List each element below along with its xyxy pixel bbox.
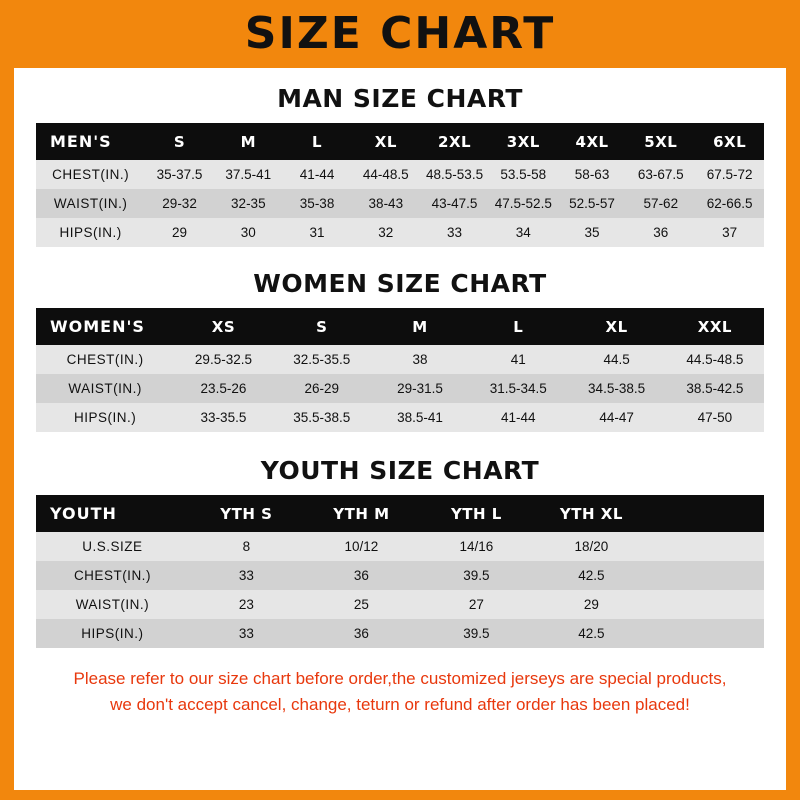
table-cell: 32.5-35.5 xyxy=(293,352,351,367)
table-cell: 32-35 xyxy=(231,196,266,211)
column-header: YTH M xyxy=(333,504,390,523)
table-cell: 23 xyxy=(238,597,254,612)
table-header-row xyxy=(36,495,764,532)
row-label: WAIST(IN.) xyxy=(68,381,142,396)
table-cell: 44-47 xyxy=(599,410,634,425)
table-cell: 63-67.5 xyxy=(637,167,684,182)
row-label: WAIST(IN.) xyxy=(75,597,150,612)
table-cell: 29 xyxy=(172,225,188,240)
table-cell: 53.5-58 xyxy=(500,167,547,182)
section-youth xyxy=(36,456,764,648)
table-header-row xyxy=(36,123,764,160)
page-title: SIZE CHART xyxy=(244,8,556,59)
table-cell: 37 xyxy=(722,225,738,240)
table-cell: 62-66.5 xyxy=(706,196,753,211)
men-size-table xyxy=(36,123,764,247)
table-cell: 29.5-32.5 xyxy=(194,352,252,367)
table-cell: 10/12 xyxy=(344,539,379,554)
table-cell: 38.5-41 xyxy=(397,410,443,425)
table-row xyxy=(36,590,764,619)
section-title-women: WOMEN SIZE CHART xyxy=(253,269,547,298)
table-row xyxy=(36,561,764,590)
table-cell: 58-63 xyxy=(574,167,610,182)
column-header: XL xyxy=(374,132,397,151)
table-cell: 36 xyxy=(353,568,369,583)
table-cell: 30 xyxy=(240,225,256,240)
table-cell: 29-31.5 xyxy=(397,381,443,396)
table-cell: 29 xyxy=(583,597,599,612)
table-cell: 33 xyxy=(238,568,254,583)
column-header: YTH S xyxy=(220,504,273,523)
content xyxy=(14,84,786,717)
table-row xyxy=(36,403,764,432)
table-row xyxy=(36,218,764,247)
table-cell: 26-29 xyxy=(304,381,339,396)
footer-note xyxy=(52,666,748,717)
header-band xyxy=(0,0,800,68)
row-label: U.S.SIZE xyxy=(82,539,143,554)
table-cell: 44.5 xyxy=(603,352,630,367)
table-cell: 39.5 xyxy=(463,568,490,583)
table-cell: 42.5 xyxy=(578,626,605,641)
table-cell: 31.5-34.5 xyxy=(489,381,547,396)
table-cell: 36 xyxy=(353,626,369,641)
table-cell: 57-62 xyxy=(643,196,679,211)
women-size-table xyxy=(36,308,764,432)
table-row xyxy=(36,345,764,374)
row-label: HIPS(IN.) xyxy=(81,626,144,641)
table-cell: 48.5-53.5 xyxy=(426,167,484,182)
table-cell: 47-50 xyxy=(697,410,733,425)
footer-line-2: we don't accept cancel, change, teturn or refund after order has been placed! xyxy=(110,694,690,714)
bottom-accent-band xyxy=(0,790,800,800)
table-cell xyxy=(649,532,764,561)
table-cell: 43-47.5 xyxy=(431,196,478,211)
table-cell: 33-35.5 xyxy=(200,410,247,425)
column-header: S xyxy=(173,132,186,151)
table-cell: 36 xyxy=(653,225,669,240)
section-title-youth: YOUTH SIZE CHART xyxy=(260,456,540,485)
table-cell: 14/16 xyxy=(459,539,494,554)
table-cell: 47.5-52.5 xyxy=(494,196,552,211)
row-label: CHEST(IN.) xyxy=(73,568,151,583)
table-cell: 38 xyxy=(412,352,428,367)
column-header: XS xyxy=(211,317,236,336)
column-header: 4XL xyxy=(575,132,609,151)
table-row xyxy=(36,374,764,403)
column-header: WOMEN'S xyxy=(50,317,145,336)
table-cell: 44.5-48.5 xyxy=(686,352,744,367)
table-cell: 25 xyxy=(353,597,369,612)
column-header: 5XL xyxy=(644,132,678,151)
row-label: WAIST(IN.) xyxy=(53,196,128,211)
table-cell: 44-48.5 xyxy=(362,167,409,182)
table-cell: 41-44 xyxy=(299,167,335,182)
table-cell: 38-43 xyxy=(368,196,404,211)
column-header: XXL xyxy=(697,317,732,336)
table-cell: 29-32 xyxy=(162,196,197,211)
table-header-row xyxy=(36,308,764,345)
column-header: YTH XL xyxy=(559,504,623,523)
table-cell: 41-44 xyxy=(501,410,536,425)
table-cell: 35.5-38.5 xyxy=(293,410,351,425)
row-label: HIPS(IN.) xyxy=(59,225,122,240)
column-header: 2XL xyxy=(438,132,472,151)
table-cell xyxy=(649,561,764,590)
table-cell: 39.5 xyxy=(463,626,490,641)
table-row xyxy=(36,532,764,561)
table-row xyxy=(36,619,764,648)
column-header: MEN'S xyxy=(50,132,112,151)
table-cell: 8 xyxy=(242,539,251,554)
row-label: HIPS(IN.) xyxy=(74,410,137,425)
row-label: CHEST(IN.) xyxy=(52,167,130,182)
table-cell: 23.5-26 xyxy=(200,381,247,396)
column-header: M xyxy=(240,132,257,151)
footer-line-1: Please refer to our size chart before order,the customized jerseys are special products, xyxy=(73,669,727,688)
column-header: L xyxy=(513,317,524,336)
table-cell: 34.5-38.5 xyxy=(588,381,646,396)
youth-size-table xyxy=(36,495,764,648)
column-header: 6XL xyxy=(713,132,747,151)
table-row xyxy=(36,160,764,189)
table-cell: 38.5-42.5 xyxy=(686,381,744,396)
column-header xyxy=(649,495,764,532)
table-cell: 42.5 xyxy=(578,568,605,583)
table-cell: 35-38 xyxy=(299,196,335,211)
column-header: YOUTH xyxy=(50,504,117,523)
column-header: L xyxy=(312,132,323,151)
row-label: CHEST(IN.) xyxy=(66,352,144,367)
table-cell: 27 xyxy=(468,597,484,612)
table-cell: 18/20 xyxy=(574,539,609,554)
table-cell: 33 xyxy=(238,626,254,641)
table-cell: 35 xyxy=(584,225,600,240)
section-women xyxy=(36,269,764,432)
table-cell: 52.5-57 xyxy=(569,196,615,211)
section-title-men: MAN SIZE CHART xyxy=(277,84,523,113)
column-header: M xyxy=(412,317,428,336)
column-header: XL xyxy=(605,317,628,336)
table-cell xyxy=(649,619,764,648)
table-cell: 37.5-41 xyxy=(225,167,272,182)
table-cell: 32 xyxy=(378,225,394,240)
table-cell: 41 xyxy=(510,352,526,367)
column-header: S xyxy=(316,317,328,336)
table-cell: 33 xyxy=(447,225,463,240)
section-men xyxy=(36,84,764,247)
table-row xyxy=(36,189,764,218)
column-header: YTH L xyxy=(450,504,502,523)
table-cell: 34 xyxy=(515,225,531,240)
table-cell: 35-37.5 xyxy=(156,167,203,182)
column-header: 3XL xyxy=(506,132,540,151)
table-cell: 31 xyxy=(309,225,325,240)
table-cell: 67.5-72 xyxy=(706,167,753,182)
table-cell xyxy=(649,590,764,619)
